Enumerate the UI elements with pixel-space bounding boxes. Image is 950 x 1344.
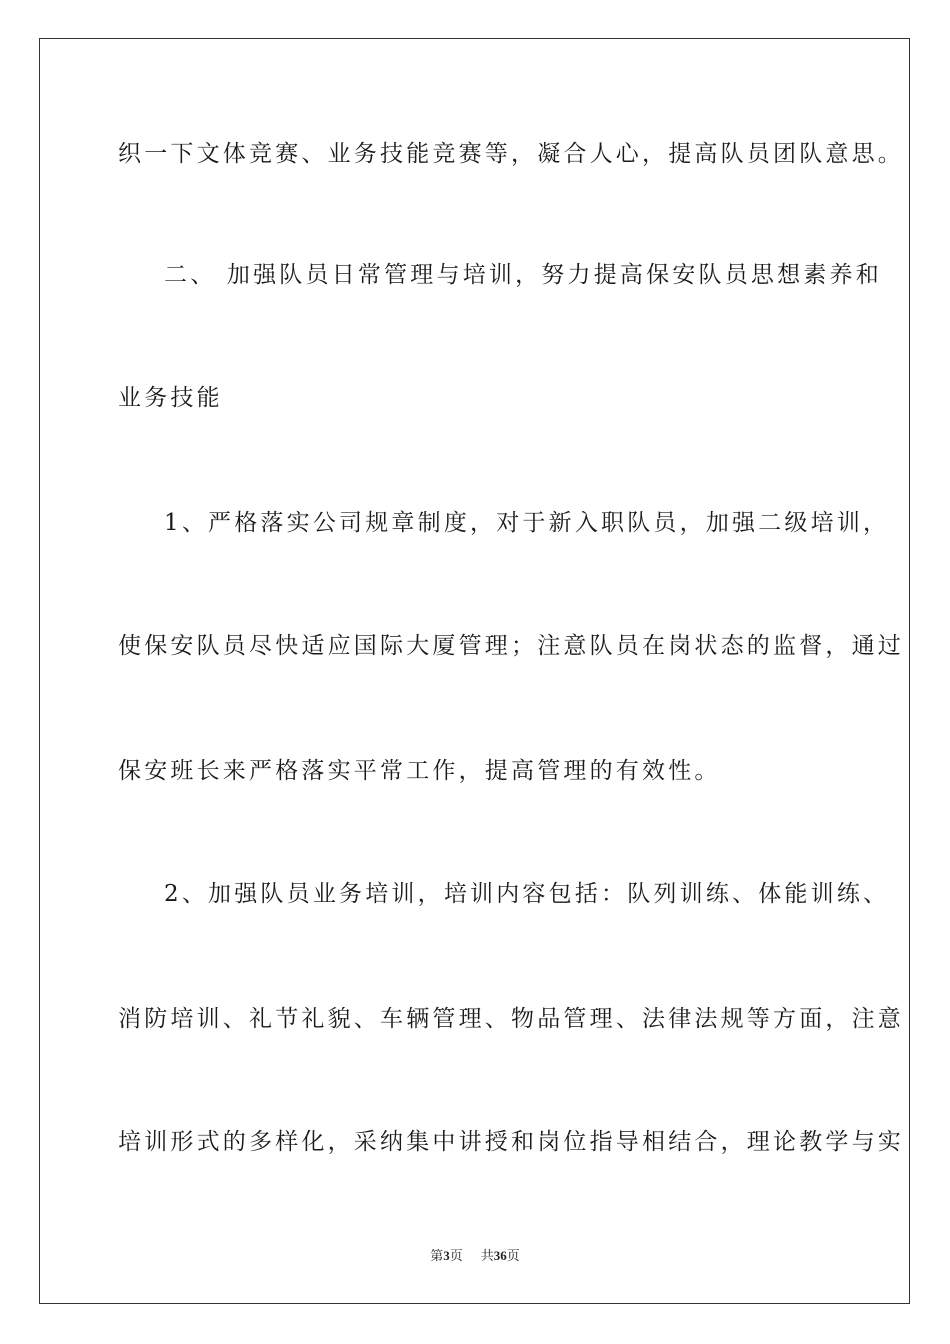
text-line-3: 业务技能 (118, 385, 223, 411)
total-pages: 36 (493, 1248, 507, 1263)
page-footer (0, 1248, 950, 1265)
page-number: 3 (443, 1248, 450, 1263)
item-1-paragraph: 1、严格落实公司规章制度，对于新入职队员，加强二级培训， (164, 510, 890, 536)
section-heading-2: 二、 加强队员日常管理与培训，努力提高保安队员思想素养和 (164, 262, 882, 288)
text-line-9: 培训形式的多样化，采纳集中讲授和岗位指导相结合，理论教学与实 (118, 1129, 904, 1155)
text-line-6: 保安班长来严格落实平常工作，提高管理的有效性。 (118, 758, 721, 784)
text-line-1: 织一下文体竞赛、业务技能竞赛等，凝合人心，提高队员团队意思。 (118, 141, 904, 167)
total-suffix: 页 (506, 1249, 520, 1264)
text-line-8: 消防培训、礼节礼貌、车辆管理、物品管理、法律法规等方面，注意 (118, 1006, 904, 1032)
item-2-paragraph: 2、加强队员业务培训，培训内容包括：队列训练、体能训练、 (164, 881, 890, 907)
page-prefix: 第 (430, 1249, 444, 1264)
text-line-5: 使保安队员尽快适应国际大厦管理；注意队员在岗状态的监督，通过 (118, 633, 904, 659)
page-border (39, 38, 910, 1304)
total-prefix: 共 (480, 1249, 494, 1264)
page-suffix: 页 (449, 1249, 463, 1264)
